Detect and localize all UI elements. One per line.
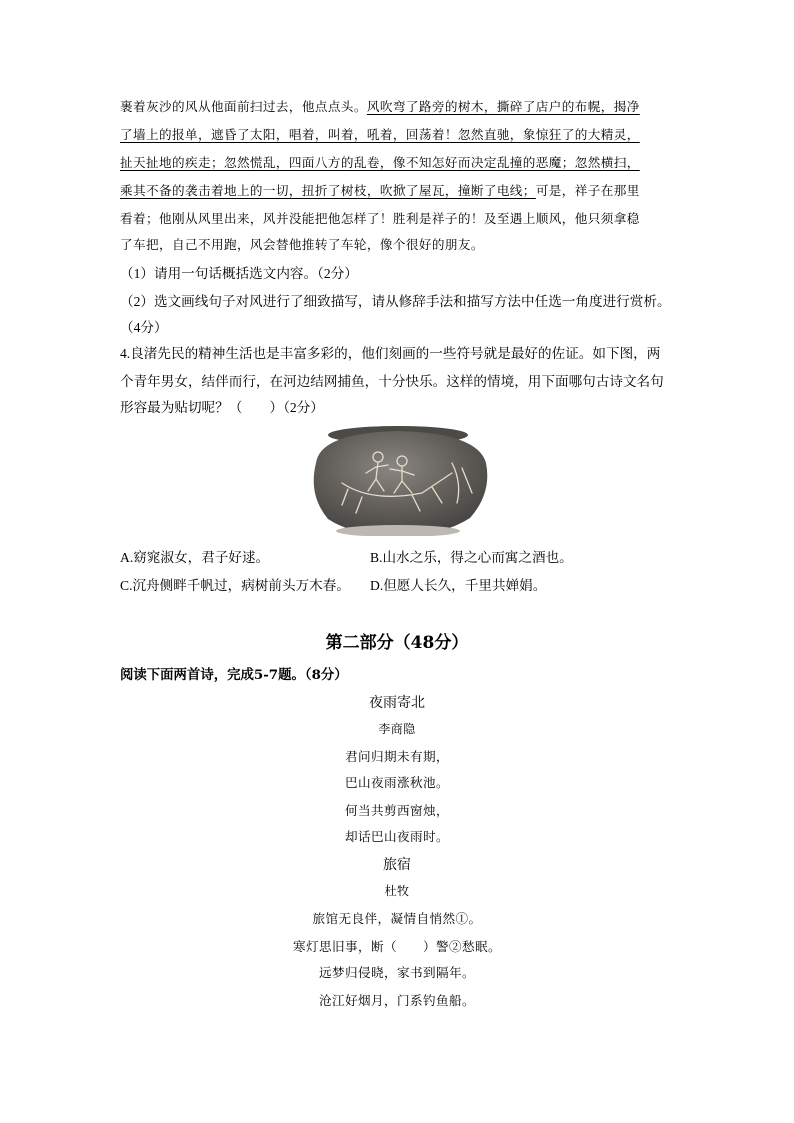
passage-line-3: 扯天扯地的疾走；忽然慌乱，四面八方的乱卷，像不知怎好而决定乱撞的恶魔；忽然横扫， <box>120 155 640 170</box>
poem-1-title: 夜雨寄北 <box>369 696 425 711</box>
poem-1-author: 李商隐 <box>378 722 416 736</box>
underlined-text: 乘其不备的袭击着地上的一切，扭折了树枝，吹掀了屋瓦，撞断了电线； <box>120 183 536 198</box>
question-1: （1）请用一句话概括选文内容。（2分） <box>120 266 358 281</box>
passage-line-1 <box>120 96 640 115</box>
passage-line-6: 了车把，自己不用跑，风会替他推转了车轮，像个很好的朋友。 <box>120 237 484 252</box>
passage-text: 裹着灰沙的风从他面前扫过去，他点点头。 <box>120 99 367 114</box>
poem-1-line: 何当共剪西窗烛， <box>345 803 449 818</box>
question-2: （2）选文画线句子对风进行了细致描写，请从修辞手法和描写方法中任选一角度进行赏析。 <box>120 294 671 309</box>
option-d: D.但愿人长久，千里共婵娟。 <box>370 578 547 593</box>
poem-2-author: 杜牧 <box>384 884 410 898</box>
passage-line-5: 看着；他刚从风里出来，风并没能把他怎样了！胜利是祥子的！及至遇上顺风，他只须拿稳 <box>120 211 640 226</box>
poem-1-line: 君问归期未有期， <box>345 749 449 764</box>
poem-1-line: 却话巴山夜雨时。 <box>345 829 449 844</box>
poem-2-title: 旅宿 <box>383 858 411 873</box>
part-2-title: 第二部分（48分） <box>325 633 469 653</box>
option-b: B.山水之乐，得之心而寓之酒也。 <box>370 550 573 565</box>
poem-2-line: 寒灯思旧事，断（ ）警②愁眠。 <box>293 939 501 954</box>
question-4-line-1: 4.良渚先民的精神生活也是丰富多彩的，他们刻画的一些符号就是最好的佐证。如下图，两 <box>120 346 661 361</box>
question-2-score: （4分） <box>120 320 168 335</box>
option-c: C.沉舟侧畔千帆过，病树前头万木春。 <box>120 578 350 593</box>
part-2-instruction: 阅读下面两首诗，完成5-7题。（8分） <box>120 667 348 683</box>
question-4-line-2: 个青年男女，结伴而行，在河边结网捕鱼，十分快乐。这样的情境，用下面哪句古诗文名句 <box>120 374 664 389</box>
question-4-line-3: 形容最为贴切呢？（ ）（2分） <box>120 400 324 415</box>
poem-2-line: 旅馆无良伴，凝情自悄然①。 <box>312 911 482 926</box>
poem-2-line: 沧江好烟月，门系钓鱼船。 <box>319 993 475 1008</box>
poem-1-line: 巴山夜雨涨秋池。 <box>345 775 449 790</box>
passage-text: 可是，祥子在那里 <box>535 183 640 198</box>
pottery-image <box>302 423 494 536</box>
passage-line-4 <box>120 180 640 199</box>
poem-2-line: 远梦归侵晓，家书到隔年。 <box>319 965 475 980</box>
underlined-text: 风吹弯了路旁的树木，撕碎了店户的布幌，揭净 <box>366 99 640 114</box>
passage-line-2: 了墙上的报单，遮昏了太阳，唱着，叫着，吼着，回荡着！忽然直驰，象惊狂了的大精灵， <box>120 127 640 142</box>
option-a: A.窈窕淑女，君子好逑。 <box>120 550 270 565</box>
